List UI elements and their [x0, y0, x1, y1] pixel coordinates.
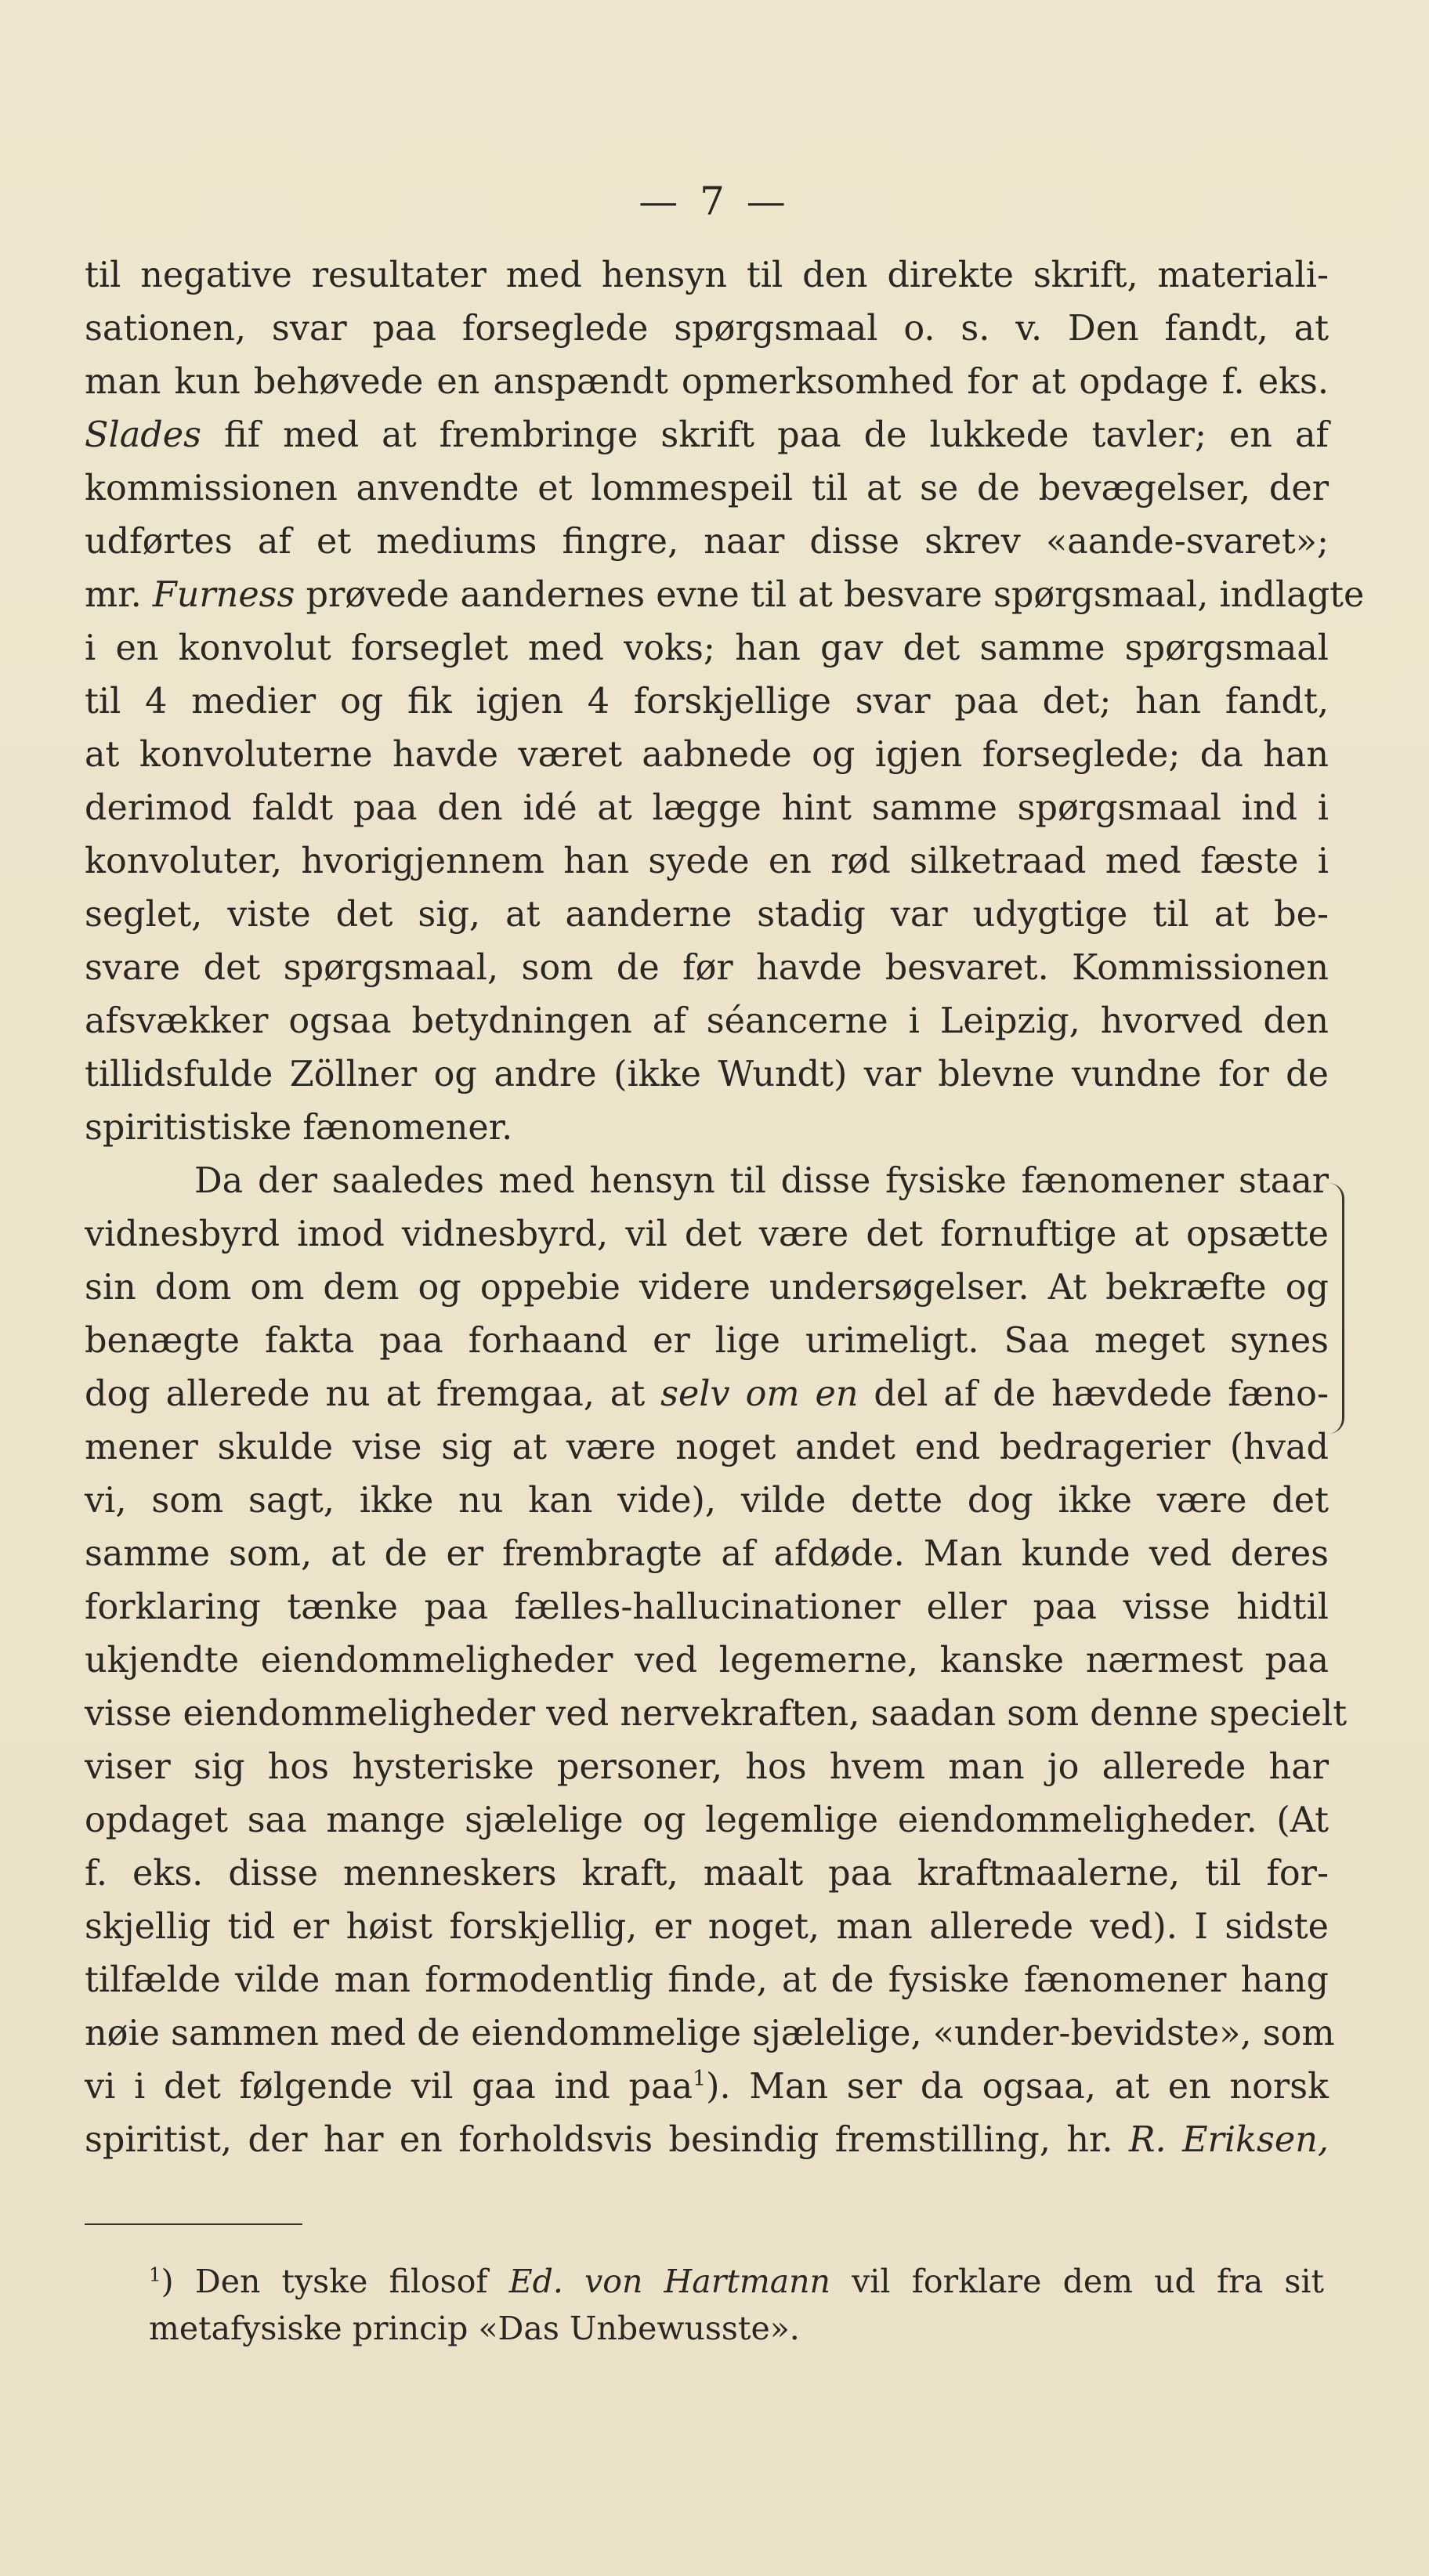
text-line: tilfælde vilde man formodentlig finde, at de fysiske fænomener hang [85, 1960, 1329, 2000]
text-line: til 4 medier og fik igjen 4 forskjellige svar paa det; han fandt, [85, 682, 1329, 722]
text-line: mener skulde vise sig at være noget andet end bedragerier (hvad [85, 1427, 1329, 1467]
footnote-line: metafysiske princip «Das Unbewusste». [149, 2310, 800, 2347]
text-line: skjellig tid er høist forskjellig, er noget, man allerede ved). I sidste [85, 1907, 1329, 1947]
text-line: udførtes af et mediums fingre, naar disse skrev «aande-svaret»; [85, 522, 1329, 562]
text-line: sin dom om dem og oppebie videre undersøgelser. At bekræfte og [85, 1268, 1329, 1308]
text-line: opdaget saa mange sjælelige og legemlige eiendommeligheder. (At [85, 1800, 1329, 1840]
text-line: ukjendte eiendommeligheder ved legemerne, kanske nærmest paa [85, 1641, 1329, 1681]
text-line: i en konvolut forseglet med voks; han gav det samme spørgsmaal [85, 628, 1329, 668]
text-line: konvoluter, hvorigjennem han syede en rød silketraad med fæste i [85, 841, 1329, 881]
page-number: — 7 — [639, 179, 790, 224]
text-line: vi i det følgende vil gaa ind paa$^1$). Man ser da ogsaa, at en norsk [85, 2067, 1329, 2107]
emphasis-selv-om-en: selv om en [660, 1374, 859, 1414]
footnote-number: 1 [149, 2263, 161, 2286]
paragraph-2 [85, 1155, 1348, 2167]
text-line: vi, som sagt, ikke nu kan vide), vilde dette dog ikke være det [85, 1481, 1329, 1521]
text-line: viser sig hos hysteriske personer, hos hvem man jo allerede har [85, 1747, 1329, 1787]
name-furness: Furness [152, 575, 295, 615]
text-line: Slades fif med at frembringe skrift paa de lukkede tavler; en af [85, 415, 1329, 455]
text-line: spiritist, der har en forholdsvis besindig fremstilling, hr. R. Eriksen, [85, 2120, 1330, 2160]
text-line: spiritistiske fænomener. [85, 1108, 513, 1148]
text-line: sationen, svar paa forseglede spørgsmaal o. s. v. Den fandt, at [85, 309, 1329, 349]
text-line: kommissionen anvendte et lommespeil til at se de bevægelser, der [85, 469, 1329, 508]
text-line: Da der saaledes med hensyn til disse fysiske fænomener staar [194, 1161, 1329, 1201]
footnote [149, 2258, 1324, 2352]
footnote-line: $^1$) Den tyske filosof Ed. von Hartmann vil forklare dem ud fra sit [149, 2263, 1324, 2300]
main-text [85, 249, 1365, 2167]
name-hartmann: Ed. von Hartmann [508, 2263, 830, 2300]
text-line: dog allerede nu at fremgaa, at selv om en del af de hævdede fæno- [85, 1374, 1329, 1414]
name-slades: Slades [85, 415, 201, 455]
text-line: samme som, at de er frembragte af afdøde. Man kunde ved deres [85, 1534, 1329, 1574]
text-line: visse eiendommeligheder ved nervekraften, saadan som denne specielt [85, 1694, 1348, 1734]
text-line: derimod faldt paa den idé at lægge hint samme spørgsmaal ind i [85, 788, 1329, 828]
text-line: seglet, viste det sig, at aanderne stadig var udygtige til at be- [85, 895, 1329, 935]
margin-bracket-mark [1325, 1183, 1344, 1434]
text-line: benægte fakta paa forhaand er lige urimeligt. Saa meget synes [85, 1321, 1329, 1361]
text-line: f. eks. disse menneskers kraft, maalt paa kraftmaalerne, til for- [85, 1854, 1329, 1894]
footnote-rule [85, 2223, 302, 2225]
footnote-ref: 1 [693, 2067, 707, 2092]
paragraph-1 [85, 249, 1365, 1155]
text-line: tillidsfulde Zöllner og andre (ikke Wundt) var blevne vundne for de [85, 1055, 1329, 1094]
text-line: til negative resultater med hensyn til den direkte skrift, materiali- [85, 255, 1329, 295]
text-line: at konvoluterne havde været aabnede og igjen forseglede; da han [85, 735, 1329, 775]
text-line: vidnesbyrd imod vidnesbyrd, vil det være det fornuftige at opsætte [85, 1214, 1329, 1254]
name-r-eriksen: R. Eriksen, [1128, 2120, 1330, 2160]
text-line: mr. Furness prøvede aandernes evne til at besvare spørgsmaal, indlagte [85, 575, 1365, 615]
text-line: svare det spørgsmaal, som de før havde besvaret. Kommissionen [85, 948, 1329, 988]
text-line: afsvækker ogsaa betydningen af séancerne i Leipzig, hvorved den [85, 1001, 1329, 1041]
text-line: man kun behøvede en anspændt opmerksomhed for at opdage f. eks. [85, 362, 1329, 402]
text-line: forklaring tænke paa fælles-hallucinationer eller paa visse hidtil [85, 1587, 1329, 1627]
text-line: nøie sammen med de eiendommelige sjælelige, «under-bevidste», som [85, 2013, 1335, 2053]
